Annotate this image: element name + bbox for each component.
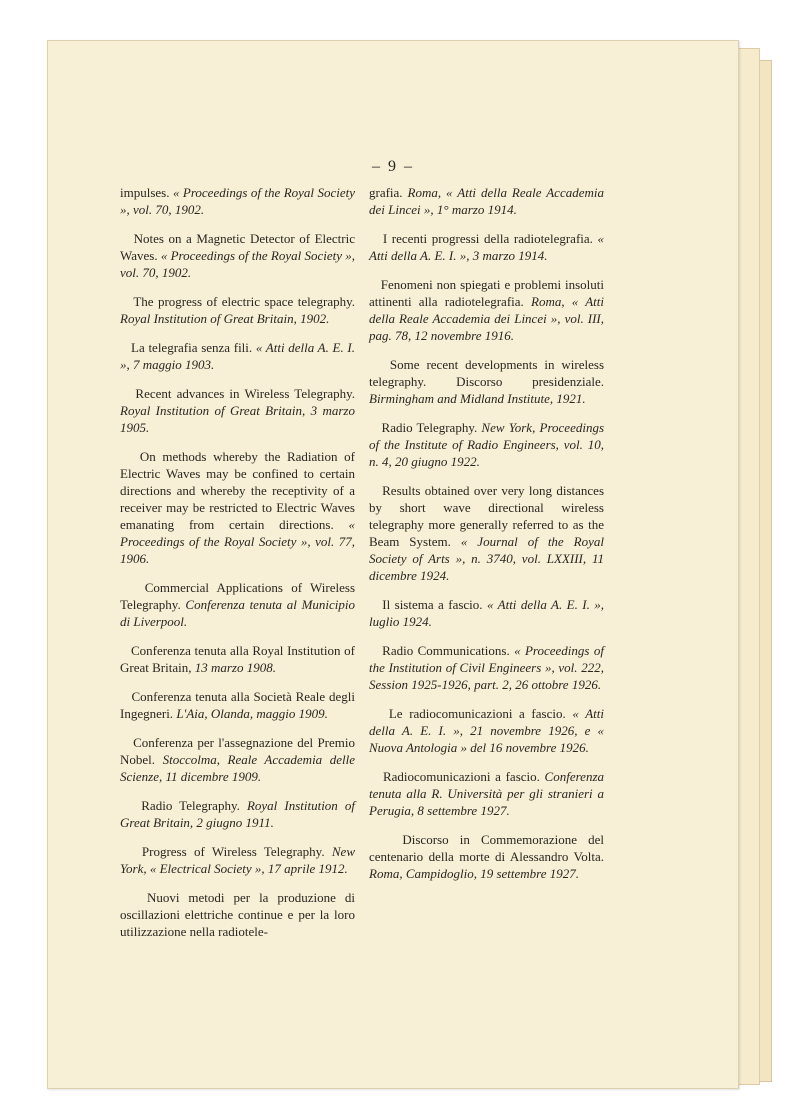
bibliography-entry: Some recent developments in wireless telegraphy. Discorso presidenziale. Birmingham and Midland Institute, 1921.	[369, 357, 605, 406]
document-page	[47, 40, 739, 1089]
bibliography-entry: Radiocomunicazioni a fascio. Conferenza tenuta alla R. Università per gli stranieri a Perugia, 8 settembre 1927.	[369, 769, 605, 818]
bibliography-entry: Radio Telegraphy. New York, Proceedings of the Institute of Radio Engineers, vol. 10, n. 4, 20 giugno 1922.	[369, 420, 605, 469]
bibliography-entry: Discorso in Commemorazione del centenario della morte di Alessandro Volta. Roma, Campidoglio, 19 settembre 1927.	[369, 832, 604, 881]
bibliography-entry: impulses. « Proceedings of the Royal Society », vol. 70, 1902.	[120, 185, 355, 217]
bibliography-entry: Recent advances in Wireless Telegraphy. Royal Institution of Great Britain, 3 marzo 1905.	[120, 386, 355, 435]
bibliography-entry: Conferenza tenuta alla Società Reale degli Ingegneri. L'Aia, Olanda, maggio 1909.	[120, 689, 355, 721]
page-number: – 9 –	[372, 158, 414, 175]
bibliography-entry: grafia. Roma, « Atti della Reale Accademia dei Lincei », 1° marzo 1914.	[369, 185, 604, 217]
bibliography-entry: Fenomeni non spiegati e problemi insoluti attinenti alla radiotelegrafia. Roma, « Atti della Reale Accademia dei Lincei », vol. III, pag. 78, 12 novembre 1916.	[369, 277, 605, 343]
bibliography-entry: Notes on a Magnetic Detector of Electric Waves. « Proceedings of the Royal Society », vol. 70, 1902.	[120, 231, 356, 280]
bibliography-entry: Il sistema a fascio. « Atti della A. E. I. », luglio 1924.	[369, 597, 604, 629]
right-column	[369, 184, 604, 894]
bibliography-entry: Radio Communications. « Proceedings of the Institution of Civil Engineers », vol. 222, Session 1925-1926, part. 2, 26 ottobre 1926.	[369, 643, 604, 692]
bibliography-entry: The progress of electric space telegraphy. Royal Institution of Great Britain, 1902.	[120, 294, 356, 326]
bibliography-entry: Progress of Wireless Telegraphy. New York, « Electrical Society », 17 aprile 1912.	[120, 844, 355, 876]
bibliography-entry: Commercial Applications of Wireless Telegraphy. Conferenza tenuta al Municipio di Liverpool.	[120, 580, 356, 629]
bibliography-entry: Conferenza per l'assegnazione del Premio Nobel. Stoccolma, Reale Accademia delle Scienze, 11 dicembre 1909.	[120, 735, 355, 784]
left-column	[120, 184, 355, 952]
bibliography-entry: I recenti progressi della radiotelegrafia. « Atti della A. E. I. », 3 marzo 1914.	[369, 231, 605, 263]
bibliography-entry: Results obtained over very long distances by short wave directional wireless telegraphy more generally referred to as the Beam System. « Journal of the Royal Society of Arts », n. 3740, vol. LXXIII, 11 dicembre 1924.	[369, 483, 605, 583]
bibliography-entry: Le radiocomunicazioni a fascio. « Atti della A. E. I. », 21 novembre 1926, e « Nuova Antologia » del 16 novembre 1926.	[369, 706, 605, 755]
bibliography-entry: On methods whereby the Radiation of Electric Waves may be confined to certain directions and whereby the receptivity of a receiver may be restricted to Electric Waves emanating from certain directions. « Proceedings of the Royal Society », vol. 77, 1906.	[120, 449, 356, 566]
bibliography-entry: La telegrafia senza fili. « Atti della A. E. I. », 7 maggio 1903.	[120, 340, 356, 372]
bibliography-entry: Radio Telegraphy. Royal Institution of Great Britain, 2 giugno 1911.	[120, 798, 356, 830]
bibliography-entry: Conferenza tenuta alla Royal Institution of Great Britain, 13 marzo 1908.	[120, 643, 356, 675]
bibliography-entry: Nuovi metodi per la produzione di oscillazioni elettriche continue e per la loro utilizzazione nella radiotele-	[120, 890, 355, 939]
